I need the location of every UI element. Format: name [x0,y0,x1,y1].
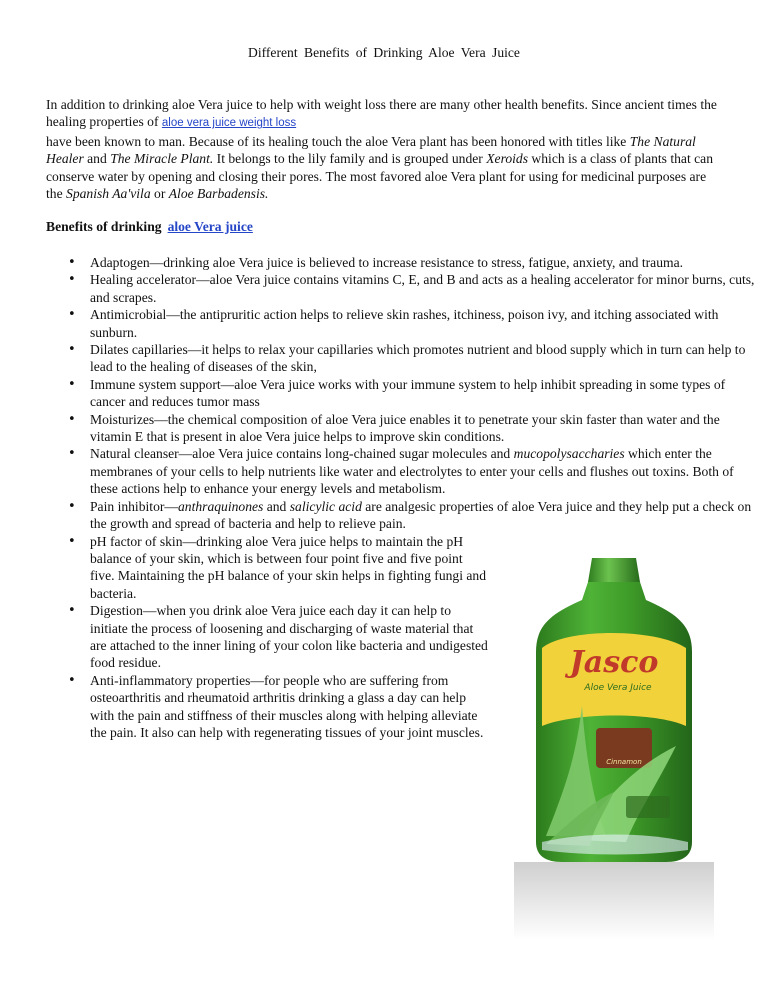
benefit-item [90,376,762,411]
intro-text-5: which is a class of plants that can conserve water by opening and closing their pores. The most favored aloe Vera plant for using for medicinal purposes are the [46,151,714,202]
benefit-text: Anti-inflammatory properties—for people who are suffering from osteoarthritis and rheumatoid arthritis drinking a glass a day can help with the pain and stiffness of their muscles along with helping alleviate the pain. It also can help with regenerating tissues of your joint muscles. [90,672,484,740]
benefit-text: are analgesic properties of aloe Vera juice and they help put a check on the growth and spread of bacteria and help to relieve pain. [90,498,752,532]
intro-em-spanish-aavila: Spanish Aa'vila [66,186,151,202]
intro-text-1: In addition to drinking aloe Vera juice to help with weight loss there are many other health benefits. Since ancient times the healing properties of [46,97,717,130]
benefit-item [90,533,490,603]
brand-logo: Jasco [569,645,659,680]
benefit-item [90,498,762,533]
aloe-vera-juice-link[interactable]: aloe Vera juice [167,219,253,234]
benefit-text: Digestion—when you drink aloe Vera juice each day it can help to initiate the process of loosening and discharging of waste material that are attached to the inner lining of your colon like bacteria and undigested food residue. [90,603,488,671]
benefit-item [90,602,490,672]
product-photo [506,556,722,946]
benefit-item [90,411,762,446]
brand-subtitle: Aloe Vera Juice [584,683,652,693]
benefit-item [90,254,762,271]
benefit-text: pH factor of skin—drinking aloe Vera juice helps to maintain the pH balance of your skin, which is between four point five and five point five. Maintaining the pH balance of your skin helps in fighting fungi and bacteria. [90,533,487,601]
bottle-cap [588,558,640,582]
benefit-text: and [263,498,290,514]
benefit-text: Dilates capillaries—it helps to relax your capillaries which promotes nutrient and blood supply which in turn can help to lead to the healing of diseases of the skin, [90,342,746,375]
benefit-em-anthraquinones: anthraquinones [177,498,264,514]
benefit-text: which enter the membranes of your cells to help nutrients like water and electrolytes to enter your cells and flushes out toxins. Both of these actions help to enhance your energy levels and metabolism. [90,446,734,497]
benefit-text: Antimicrobial—the antipruritic action helps to relieve skin rashes, itchiness, poison ivy, and itching associated with sunburn. [90,307,719,340]
benefit-text: Pain inhibitor— [90,498,178,514]
document-title: Different Benefits of Drinking Aloe Vera Juice [248,45,520,60]
intro-em-xeroids: Xeroids [486,151,529,167]
flavor-label: Cinnamon [606,758,642,766]
section-heading-text: Benefits of drinking [46,219,162,234]
benefit-em-salicylic-acid: salicylic acid [289,498,362,514]
intro-em-aloe-barbadensis: Aloe Barbadensis. [168,186,269,202]
bottle-reflection [514,862,714,940]
benefit-item [90,341,762,376]
benefit-item [90,445,762,497]
intro-text-2: have been known to man. Because of its healing touch the aloe Vera plant has been honored with titles like [46,133,630,149]
benefit-em-mucopolysaccharies: mucopolysaccharies [513,446,625,462]
benefit-text: Healing accelerator—aloe Vera juice contains vitamins C, E, and B and acts as a healing accelerator for minor burns, cuts, and scrapes. [90,272,755,305]
intro-em-miracle-plant: The Miracle Plant. [110,151,214,167]
intro-text-4: It belongs to the lily family and is grouped under [213,151,487,167]
benefit-text: Natural cleanser—aloe Vera juice contains long-chained sugar molecules and [90,446,514,462]
aloe-juice-bottle-illustration [506,556,722,946]
benefit-item [90,271,762,306]
benefit-item [90,672,490,742]
bottle-fine-print [626,796,670,818]
benefit-text: Immune system support—aloe Vera juice works with your immune system to help inhibit spreading in some types of cancer and reduces tumor mass [90,376,726,410]
benefit-text: Moisturizes—the chemical composition of aloe Vera juice enables it to penetrate your skin faster than water and the vitamin E that is present in aloe Vera juice helps to improve skin conditions. [90,411,720,445]
intro-em-natural-healer: The Natural Healer [46,133,696,167]
intro-text-3: and [83,151,111,167]
benefit-item [90,306,762,341]
weight-loss-link[interactable]: aloe vera juice weight loss [161,117,297,130]
benefit-text: Adaptogen—drinking aloe Vera juice is believed to increase resistance to stress, fatigue, anxiety, and trauma. [90,255,684,270]
section-heading [46,218,253,235]
intro-text-6: or [150,186,169,202]
intro-paragraph [46,96,726,202]
